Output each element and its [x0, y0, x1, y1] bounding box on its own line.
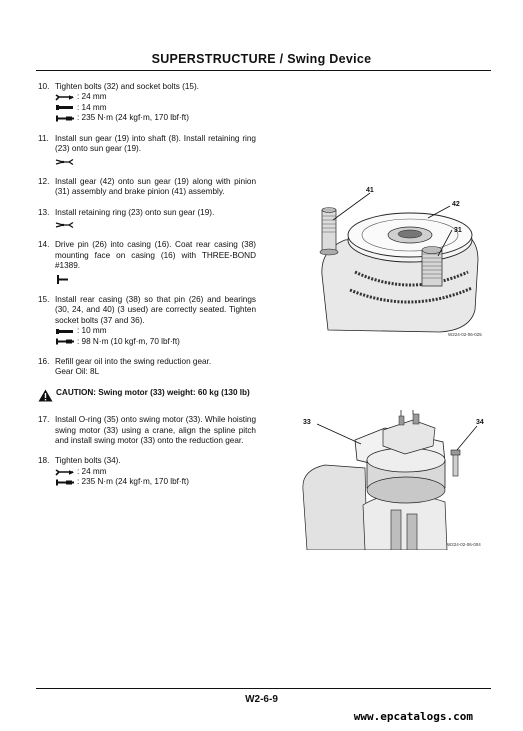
step-text: Tighten bolts (32) and socket bolts (15). [55, 82, 199, 91]
torque-wrench-icon [55, 115, 77, 122]
procedure-steps [38, 82, 256, 498]
callout-34: 34 [476, 419, 484, 426]
step-14 [38, 240, 256, 285]
spec-line [55, 103, 256, 113]
step-number: 11. [38, 133, 49, 143]
site-watermark: www.epcatalogs.com [353, 710, 473, 723]
step-10 [38, 82, 256, 124]
spec-value: : 235 N·m (24 kgf·m, 170 lbf·ft) [77, 477, 189, 487]
step-number: 13. [38, 207, 50, 217]
step-number: 10. [38, 82, 50, 91]
torque-wrench-icon [55, 479, 77, 486]
step-text: Drive pin (26) into casing (16). Coat rear casing (38) mounting face on casing (16) with THREE-BOND #1389. [55, 240, 256, 271]
spec-value: : 10 mm [77, 326, 107, 336]
step-13 [38, 208, 256, 231]
spec-value: : 24 mm [77, 466, 107, 476]
spec-value: : 14 mm [77, 102, 107, 112]
step-number: 17. [38, 415, 50, 425]
spec-value: : 24 mm [77, 92, 107, 102]
step-text: Install sun gear (19) into shaft (8). Install retaining ring (23) onto sun gear (19). [55, 133, 256, 153]
hex-key-icon [55, 328, 77, 335]
spec-line [55, 275, 256, 285]
step-number: 15. [38, 295, 50, 304]
footer-rule [36, 688, 491, 689]
step-text: Install retaining ring (23) onto sun gear (19). [55, 207, 215, 217]
figure-code: W224-02-06-004 [447, 542, 481, 547]
spec-line [55, 326, 256, 336]
header-rule [36, 70, 491, 71]
step-number: 14. [38, 240, 50, 250]
swing-motor-figure [295, 410, 495, 550]
step-16 [38, 357, 256, 378]
step-text: Install gear (42) onto sun gear (19) along with pinion (31) assembly and brake pinion (41) assembly. [55, 176, 256, 197]
step-text: Refill gear oil into the swing reduction gear. [55, 357, 212, 366]
step-number: 12. [38, 176, 50, 186]
callout-31: 31 [454, 227, 462, 234]
gear-assembly-figure [300, 180, 490, 340]
wrench-icon [55, 94, 77, 101]
torque-wrench-icon [55, 338, 77, 345]
callout-33: 33 [303, 419, 311, 426]
snap-ring-pliers-icon [55, 158, 77, 166]
hex-key-icon [55, 104, 77, 111]
snap-ring-pliers-icon [55, 221, 77, 229]
callout-41: 41 [366, 187, 374, 194]
step-18 [38, 456, 256, 487]
spec-value: : 235 N·m (24 kgf·m, 170 lbf·ft) [77, 113, 189, 123]
step-text: Install rear casing (38) so that pin (26) and bearings (30, 24, and 40) (3 used) are correctly seated. Tighten socket bolts (37 and 36). [55, 295, 256, 325]
spec-line [55, 337, 256, 347]
wrench-icon [55, 469, 77, 476]
warning-triangle-icon [38, 388, 56, 405]
spec-line [55, 467, 256, 477]
step-15 [38, 295, 256, 347]
step-text: Tighten bolts (34). [55, 456, 121, 466]
spec-line [55, 220, 256, 230]
callout-42: 42 [452, 201, 460, 208]
step-12 [38, 177, 256, 198]
page-number: W2-6-9 [245, 694, 278, 705]
figure-code: W224-02-06-025 [448, 332, 482, 337]
page-title: SUPERSTRUCTURE / Swing Device [151, 52, 372, 66]
spec-line [55, 156, 256, 166]
step-11 [38, 134, 256, 167]
spec-line [55, 113, 256, 123]
step-number: 16. [38, 357, 50, 366]
step-17 [38, 415, 256, 446]
spec-value: : 98 N·m (10 kgf·m, 70 lbf·ft) [77, 336, 180, 346]
caution-note [38, 388, 256, 405]
spec-line [55, 92, 256, 102]
hammer-icon [55, 275, 77, 284]
step-number: 18. [38, 456, 50, 466]
spec-line [55, 477, 256, 487]
caution-text: CAUTION: Swing motor (33) weight: 60 kg (130 lb) [56, 387, 250, 397]
step-subtext: Gear Oil: 8L [55, 367, 100, 377]
step-text: Install O-ring (35) onto swing motor (33). While hoisting swing motor (33) using a crane, align the spline pitch and install swing motor (33) onto the reduction gear. [55, 415, 256, 446]
